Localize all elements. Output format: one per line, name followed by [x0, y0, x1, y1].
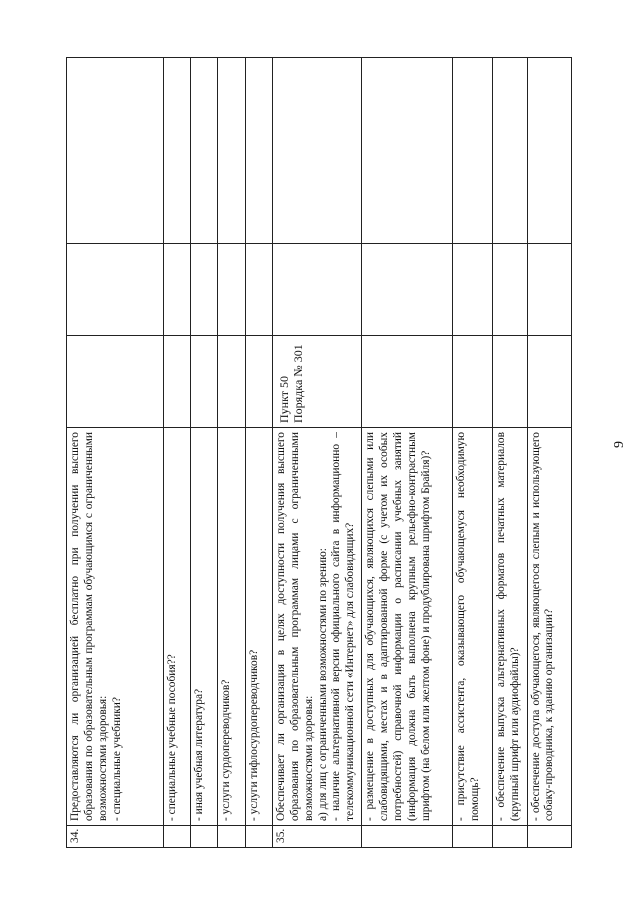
answer-cell-1: [272, 244, 361, 336]
table-row: [191, 58, 218, 848]
reference-cell: [245, 336, 272, 428]
question-cell: - услуги сурдопереводчиков?: [218, 428, 245, 826]
question-cell: - услуги тифлосурдопереводчиков?: [245, 428, 272, 826]
reference-cell: [493, 336, 527, 428]
row-number: [362, 826, 453, 848]
reference-cell: [452, 336, 492, 428]
answer-cell-1: [191, 244, 218, 336]
answer-cell-2: [452, 58, 492, 244]
table-row: [272, 58, 361, 848]
reference-cell: [218, 336, 245, 428]
answer-cell-2: [362, 58, 453, 244]
reference-cell: [163, 336, 190, 428]
table-row: [67, 58, 164, 848]
question-cell: Обеспечивает ли организация в целях доступности получения высшего образования по образовательным программам лицами с ограниченными возможностями здоровья: а) для лиц с ограниченными возможностями по зрению: - наличие альтернативной версии официального сайта в информационно – телекоммуникационной сети «Интернет» для слабовидящих?: [272, 428, 361, 826]
question-cell: - присутствие ассистента, оказывающего обучающемуся необходимую помощь?: [452, 428, 492, 826]
row-number: [218, 826, 245, 848]
answer-cell-2: [191, 58, 218, 244]
answer-cell-2: [527, 58, 571, 244]
answer-cell-2: [272, 58, 361, 244]
table-row: [527, 58, 571, 848]
table-row: [362, 58, 453, 848]
answer-cell-1: [245, 244, 272, 336]
table-row: [163, 58, 190, 848]
answer-cell-1: [527, 244, 571, 336]
reference-cell: Пункт 50 Порядка № 301: [272, 336, 361, 428]
answer-cell-1: [163, 244, 190, 336]
row-number: [527, 826, 571, 848]
rotated-table-container: [66, 58, 572, 848]
answer-cell-1: [362, 244, 453, 336]
row-number: [493, 826, 527, 848]
table-row: [218, 58, 245, 848]
answer-cell-1: [452, 244, 492, 336]
question-cell: Предоставляются ли организацией бесплатно при получении высшего образования по образовательным программам обучающимся с ограниченными возможностями здоровья: - специальные учебники?: [67, 428, 164, 826]
row-number: 34.: [67, 826, 164, 848]
reference-cell: [191, 336, 218, 428]
question-cell: - иная учебная литература?: [191, 428, 218, 826]
page-number: 9: [612, 441, 627, 448]
row-number: [163, 826, 190, 848]
row-number: 35.: [272, 826, 361, 848]
row-number: [452, 826, 492, 848]
reference-cell: [67, 336, 164, 428]
answer-cell-1: [218, 244, 245, 336]
answer-cell-2: [218, 58, 245, 244]
answer-cell-2: [245, 58, 272, 244]
row-number: [245, 826, 272, 848]
table-row: [245, 58, 272, 848]
question-cell: - размещение в доступных для обучающихся, являющихся слепыми или слабовидящими, местах и в адаптированной форме (с учетом их особых потребностей) справочной информации о расписании учебных занятий (информация должна быть выполнена крупным рельефно-контрастным шрифтом (на белом или желтом фоне) и продублирована шрифтом Брайля)?: [362, 428, 453, 826]
question-cell: - обеспечение выпуска альтернативных форматов печатных материалов (крупный шрифт или аудиофайлы)?: [493, 428, 527, 826]
answer-cell-2: [493, 58, 527, 244]
row-number: [191, 826, 218, 848]
reference-cell: [362, 336, 453, 428]
answer-cell-2: [67, 58, 164, 244]
answer-cell-1: [493, 244, 527, 336]
answer-cell-1: [67, 244, 164, 336]
question-cell: - обеспечение доступа обучающегося, являющегося слепым и использующего собаку-проводника, к зданию организации?: [527, 428, 571, 826]
answer-cell-2: [163, 58, 190, 244]
question-cell: - специальные учебные пособия??: [163, 428, 190, 826]
table-row: [452, 58, 492, 848]
reference-cell: [527, 336, 571, 428]
checklist-table: [66, 57, 572, 848]
table-row: [493, 58, 527, 848]
